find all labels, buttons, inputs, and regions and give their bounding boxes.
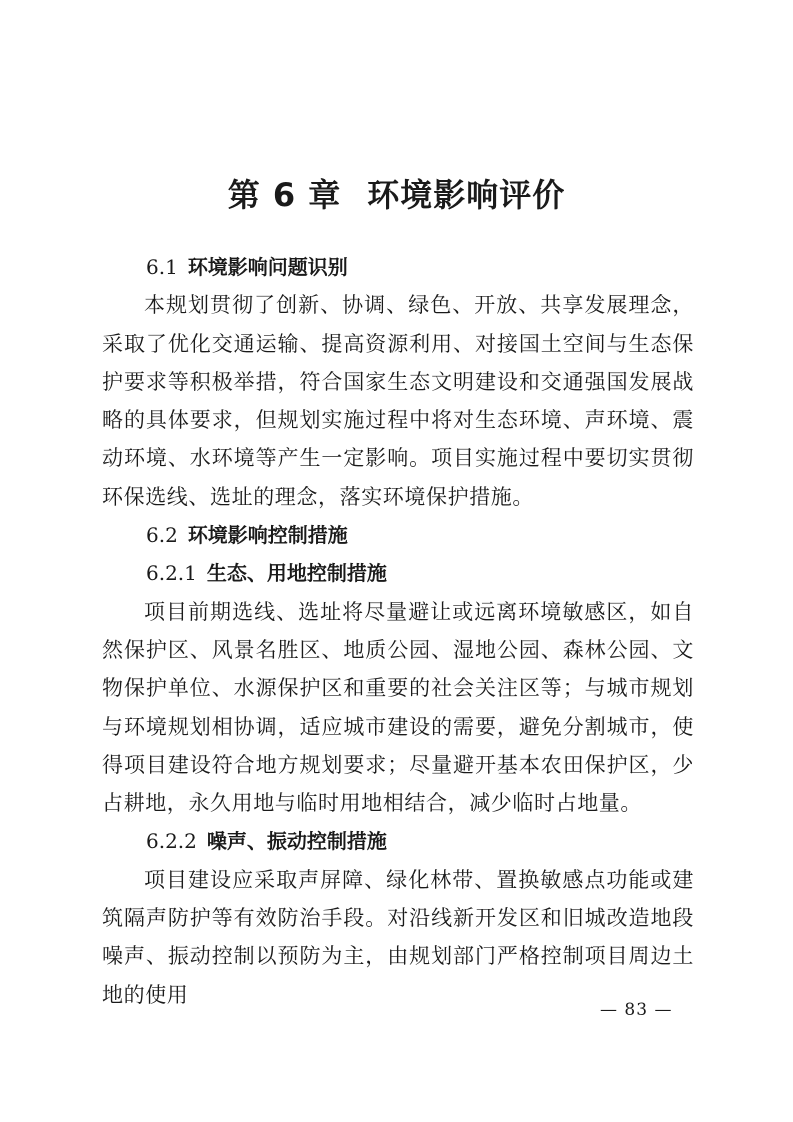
chapter-title (0, 170, 793, 216)
chapter-number: 第 6 章 (227, 176, 342, 214)
section-title: 生态、用地控制措施 (206, 561, 387, 586)
section-title: 噪声、振动控制措施 (206, 829, 387, 854)
section-heading-6-2-2 (102, 822, 694, 860)
section-title: 环境影响控制措施 (187, 523, 348, 548)
paragraph-6-2-2: 项目建设应采取声屏障、绿化林带、置换敏感点功能或建筑隔声防护等有效防治手段。对沿线新开发区和旧城改造地段噪声、振动控制以预防为主，由规划部门严格控制项目周边土地的使用 (102, 867, 694, 1007)
section-number: 6.1 (146, 255, 178, 279)
paragraph-6-2-1: 项目前期选线、选址将尽量避让或远离环境敏感区，如自然保护区、风景名胜区、地质公园、湿地公园、森林公园、文物保护单位、水源保护区和重要的社会关注区等；与城市规划与环境规划相协调，适应城市建设的需要，避免分割城市，使得项目建设符合地方规划要求；尽量避开基本农田保护区，少占耕地，永久用地与临时用地相结合，减少临时占地量。 (102, 599, 694, 816)
section-heading-6-2-1 (102, 554, 694, 592)
section-number: 6.2 (146, 523, 178, 548)
page-number: — 83 — (600, 1000, 673, 1020)
section-title: 环境影响问题识别 (187, 255, 348, 279)
section-number: 6.2.2 (146, 829, 197, 854)
section-heading-6-1 (102, 248, 694, 286)
chapter-name: 环境影响评价 (367, 176, 566, 214)
section-number: 6.2.1 (146, 561, 197, 586)
section-heading-6-2 (102, 516, 694, 554)
body-content (102, 248, 694, 1014)
paragraph-6-1: 本规划贯彻了创新、协调、绿色、开放、共享发展理念，采取了优化交通运输、提高资源利用、对接国土空间与生态保护要求等积极举措，符合国家生态文明建设和交通强国发展战略的具体要求，但规划实施过程中将对生态环境、声环境、震动环境、水环境等产生一定影响。项目实施过程中要切实贯彻环保选线、选址的理念，落实环境保护措施。 (102, 293, 694, 509)
